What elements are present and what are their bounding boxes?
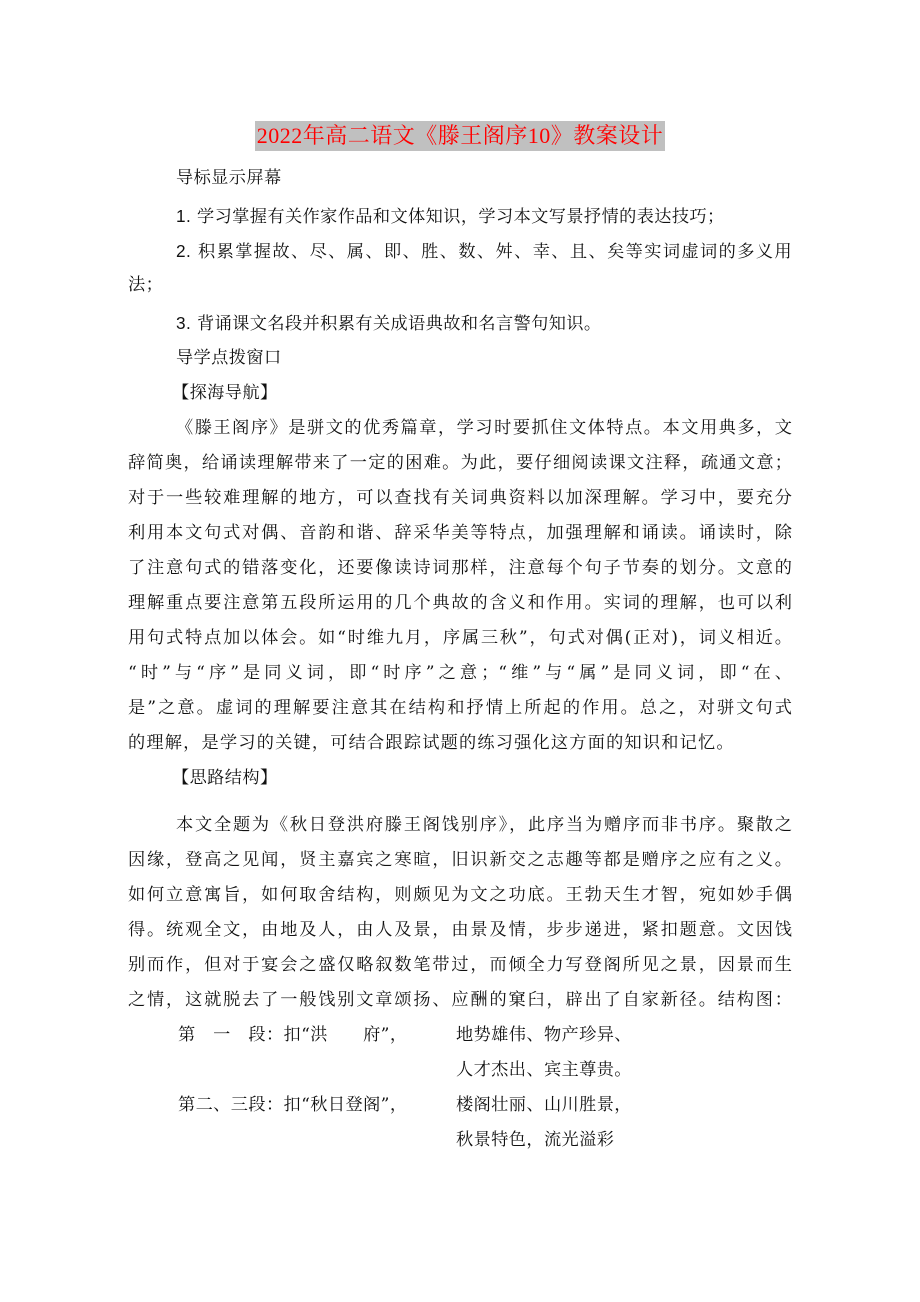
paragraph-line: 如何立意寓旨，如何取舍结构，则颇见为文之功底。王勃天生才智，宛如妙手偶 (128, 885, 792, 905)
section-heading-objectives: 导标显示屏幕 (176, 168, 282, 188)
structure-row-2-left: 第二、三段：扣“秋日登阁”， (178, 1095, 408, 1115)
structure-row-1-right-a: 地势雄伟、物产珍异、 (456, 1025, 632, 1045)
paragraph-line: 之情，这就脱去了一般饯别文章颂扬、应酬的窠臼，辟出了自家新径。结构图： (128, 990, 792, 1010)
paragraph-line: 是”之意。虚词的理解要注意其在结构和抒情上所起的作用。总之，对骈文句式 (128, 698, 792, 718)
item-text: 学习掌握有关作家作品和文体知识，学习本文写景抒情的表达技巧； (191, 207, 725, 227)
section-heading-guidance: 导学点拨窗口 (176, 348, 282, 368)
paragraph-line: 《滕王阁序》是骈文的优秀篇章，学习时要抓住文体特点。本文用典多，文 (176, 418, 792, 438)
objective-item-3 (176, 311, 602, 336)
paragraph-line: 因缘，登高之见闻，贤主嘉宾之寒暄，旧识新交之志趣等都是赠序之应有之义。 (128, 850, 792, 870)
objective-item-2 (176, 239, 792, 264)
objective-item-2-continued: 法； (128, 275, 164, 295)
paragraph-line: 理解重点要注意第五段所运用的几个典故的含义和作用。实词的理解，也可以利 (128, 593, 792, 613)
paragraph-line: 别而作，但对于宴会之盛仅略叙数笔带过，而倾全力写登阁所见之景，因景而生 (128, 955, 792, 975)
paragraph-line: “时”与“序”是同义词，即“时序”之意；“维”与“属”是同义词，即“在、 (128, 663, 792, 683)
sub-heading-navigation: 【探海导航】 (172, 383, 278, 403)
structure-row-1-right-b: 人才杰出、宾主尊贵。 (456, 1060, 632, 1080)
structure-row-2-right-a: 楼阁壮丽、山川胜景， (456, 1095, 632, 1115)
item-text: 积累掌握故、尽、属、即、胜、数、舛、幸、且、矣等实词虚词的多义用 (191, 242, 792, 262)
structure-row-1-left: 第 一 段：扣“洪 府”， (178, 1025, 408, 1045)
item-number: 2. (176, 241, 192, 261)
sub-heading-structure: 【思路结构】 (172, 768, 278, 788)
title-wrap (0, 121, 920, 151)
item-number: 1. (176, 206, 192, 226)
item-text: 背诵课文名段并积累有关成语典故和名言警句知识。 (191, 314, 602, 334)
paragraph-line: 对于一些较难理解的地方，可以查找有关词典资料以加深理解。学习中，要充分 (128, 488, 792, 508)
objective-item-1 (176, 204, 725, 229)
paragraph-line: 的理解，是学习的关键，可结合跟踪试题的练习强化这方面的知识和记忆。 (128, 733, 735, 753)
paragraph-line: 用句式特点加以体会。如“时维九月，序属三秋”，句式对偶(正对)，词义相近。 (128, 628, 792, 648)
paragraph-line: 了注意句式的错落变化，还要像读诗词那样，注意每个句子节奏的划分。文意的 (128, 558, 792, 578)
paragraph-line: 辞简奥，给诵读理解带来了一定的困难。为此，要仔细阅读课文注释，疏通文意； (128, 453, 792, 473)
item-number: 3. (176, 313, 192, 333)
paragraph-line: 利用本文句式对偶、音韵和谐、辞采华美等特点，加强理解和诵读。诵读时，除 (128, 523, 792, 543)
paragraph-line: 得。统观全文，由地及人，由人及景，由景及情，步步递进，紧扣题意。文因饯 (128, 920, 792, 940)
paragraph-line: 本文全题为《秋日登洪府滕王阁饯别序》，此序当为赠序而非书序。聚散之 (176, 815, 792, 835)
structure-row-2-right-b: 秋景特色，流光溢彩 (456, 1130, 615, 1150)
document-title: 2022年高二语文《滕王阁序10》教案设计 (255, 121, 666, 151)
